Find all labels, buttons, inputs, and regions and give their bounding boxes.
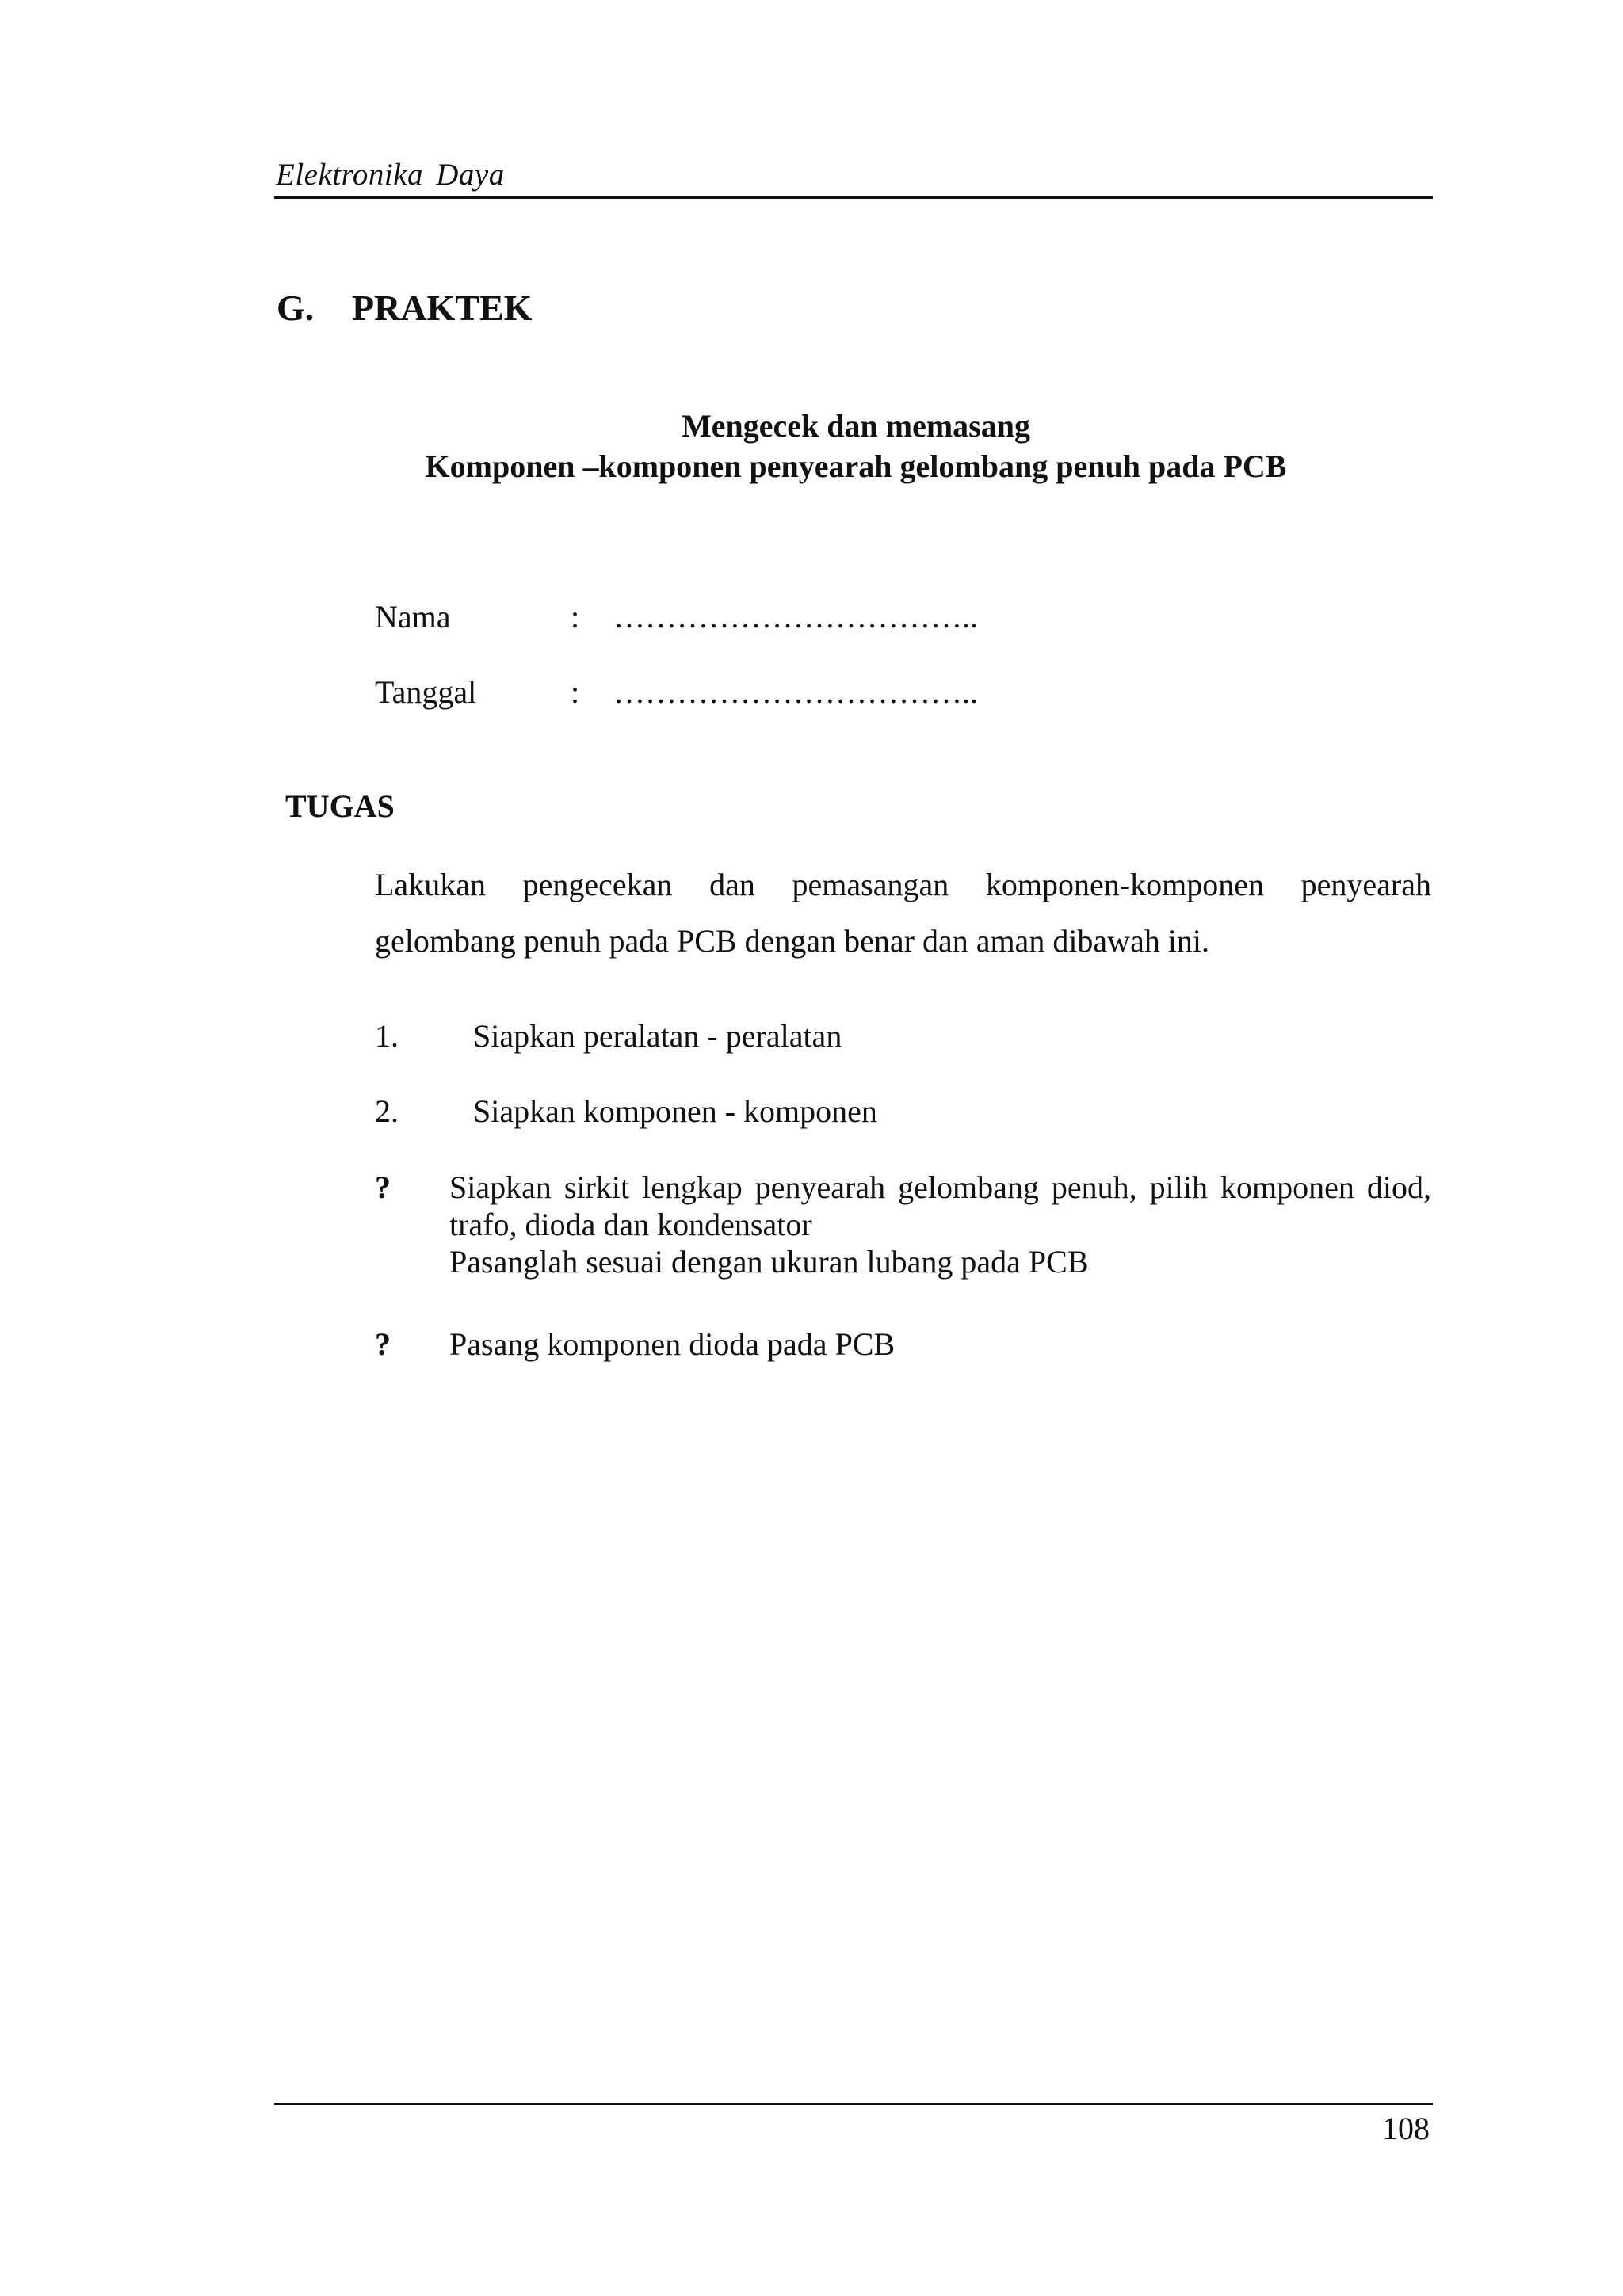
question-mark-bullet-icon: ? xyxy=(375,1326,391,1362)
bullet-text-line-1: Pasang komponen dioda pada PCB xyxy=(449,1326,896,1362)
page-number: 108 xyxy=(1382,2111,1430,2146)
item-number: 2. xyxy=(375,1093,399,1129)
nama-blank: …………………………….. xyxy=(613,599,978,635)
nama-label: Nama xyxy=(375,599,451,635)
page-footer xyxy=(274,2103,1433,2146)
numbered-item xyxy=(375,1093,877,1130)
tugas-heading: TUGAS xyxy=(285,788,395,824)
form-row-tanggal xyxy=(375,673,978,711)
bullet-text xyxy=(449,1325,1431,1363)
bullet-item xyxy=(375,1325,1431,1363)
question-mark-bullet-icon: ? xyxy=(375,1169,391,1205)
numbered-item xyxy=(375,1017,842,1055)
bullet-text-line-1: Siapkan sirkit lengkap penyearah gelombang penuh, pilih komponen diod, xyxy=(449,1169,1431,1205)
bullet-text xyxy=(449,1169,1431,1280)
form-row-nama xyxy=(375,598,978,635)
item-number: 1. xyxy=(375,1018,399,1054)
practice-title-line-1: Mengecek dan memasang xyxy=(682,408,1030,444)
nama-colon: : xyxy=(571,599,580,635)
tanggal-colon: : xyxy=(571,674,580,710)
tanggal-label: Tanggal xyxy=(375,674,477,710)
running-header-title: Elektronika Daya xyxy=(276,158,505,192)
section-number: G. xyxy=(277,288,315,328)
item-text: Siapkan komponen - komponen xyxy=(473,1093,877,1129)
item-text: Siapkan peralatan - peralatan xyxy=(473,1018,842,1054)
tanggal-blank: …………………………….. xyxy=(613,674,978,710)
task-intro-line-1: Lakukan pengecekan dan pemasangan komponen-komponen penyearah xyxy=(375,867,1431,902)
bullet-item xyxy=(375,1169,1431,1280)
page-header xyxy=(274,157,1433,199)
section-title: PRAKTEK xyxy=(352,288,533,328)
bullet-text-line-2: trafo, dioda dan kondensator xyxy=(449,1207,812,1242)
bullet-text-line-3: Pasanglah sesuai dengan ukuran lubang pada PCB xyxy=(449,1244,1089,1280)
practice-title-line-2: Komponen –komponen penyearah gelombang penuh pada PCB xyxy=(425,448,1287,484)
section-heading xyxy=(277,287,532,329)
task-intro-line-2: gelombang penuh pada PCB dengan benar dan aman dibawah ini. xyxy=(375,923,1210,959)
